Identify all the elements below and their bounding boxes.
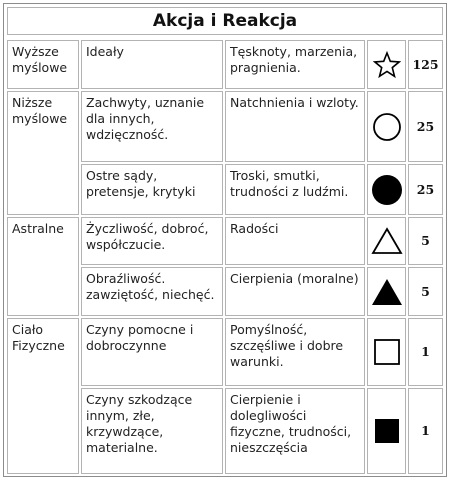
value-cell: 125 xyxy=(408,40,443,89)
value-cell: 5 xyxy=(408,267,443,316)
square-outline-icon xyxy=(373,338,401,366)
value-cell: 5 xyxy=(408,217,443,265)
symbol-cell xyxy=(367,388,406,474)
reaction-cell: Cierpienie i dolegliwości fizyczne, trudności, nieszczęścia xyxy=(225,388,365,474)
level-cell-physical-body: Ciało Fizyczne xyxy=(7,318,79,474)
reaction-cell: Cierpienia (moralne) xyxy=(225,267,365,316)
reaction-cell: Natchnienia i wzloty. xyxy=(225,91,365,162)
square-filled-icon xyxy=(373,417,401,445)
star-outline-icon xyxy=(373,51,401,79)
value-cell: 25 xyxy=(408,91,443,162)
action-cell: Czyny szkodzące innym, złe, krzywdzące, materialne. xyxy=(81,388,223,474)
triangle-outline-icon xyxy=(371,227,403,255)
symbol-cell xyxy=(367,40,406,89)
action-cell: Ideały xyxy=(81,40,223,89)
symbol-cell xyxy=(367,267,406,316)
symbol-cell xyxy=(367,217,406,265)
value-cell: 1 xyxy=(408,318,443,386)
circle-filled-icon xyxy=(371,174,403,206)
level-cell-astral: Astralne xyxy=(7,217,79,316)
action-cell: Obraźliwość. zawziętość, niechęć. xyxy=(81,267,223,316)
reaction-cell: Pomyślność, szczęśliwe i dobre warunki. xyxy=(225,318,365,386)
reaction-cell: Tęsknoty, marzenia, pragnienia. xyxy=(225,40,365,89)
symbol-cell xyxy=(367,91,406,162)
triangle-filled-icon xyxy=(371,278,403,306)
circle-outline-icon xyxy=(372,112,402,142)
action-cell: Zachwyty, uznanie dla innych, wdzięczność. xyxy=(81,91,223,162)
reaction-cell: Radości xyxy=(225,217,365,265)
action-cell: Ostre sądy, pretensje, krytyki xyxy=(81,164,223,215)
value-cell: 25 xyxy=(408,164,443,215)
action-cell: Czyny pomocne i dobroczynne xyxy=(81,318,223,386)
reaction-cell: Troski, smutki, trudności z ludźmi. xyxy=(225,164,365,215)
action-cell: Życzliwość, dobroć, współczucie. xyxy=(81,217,223,265)
level-cell-lower-mental: Niższe myślowe xyxy=(7,91,79,215)
symbol-cell xyxy=(367,318,406,386)
value-cell: 1 xyxy=(408,388,443,474)
level-cell-higher-mental: Wyższe myślowe xyxy=(7,40,79,89)
symbol-cell xyxy=(367,164,406,215)
table-title: Akcja i Reakcja xyxy=(7,7,443,35)
